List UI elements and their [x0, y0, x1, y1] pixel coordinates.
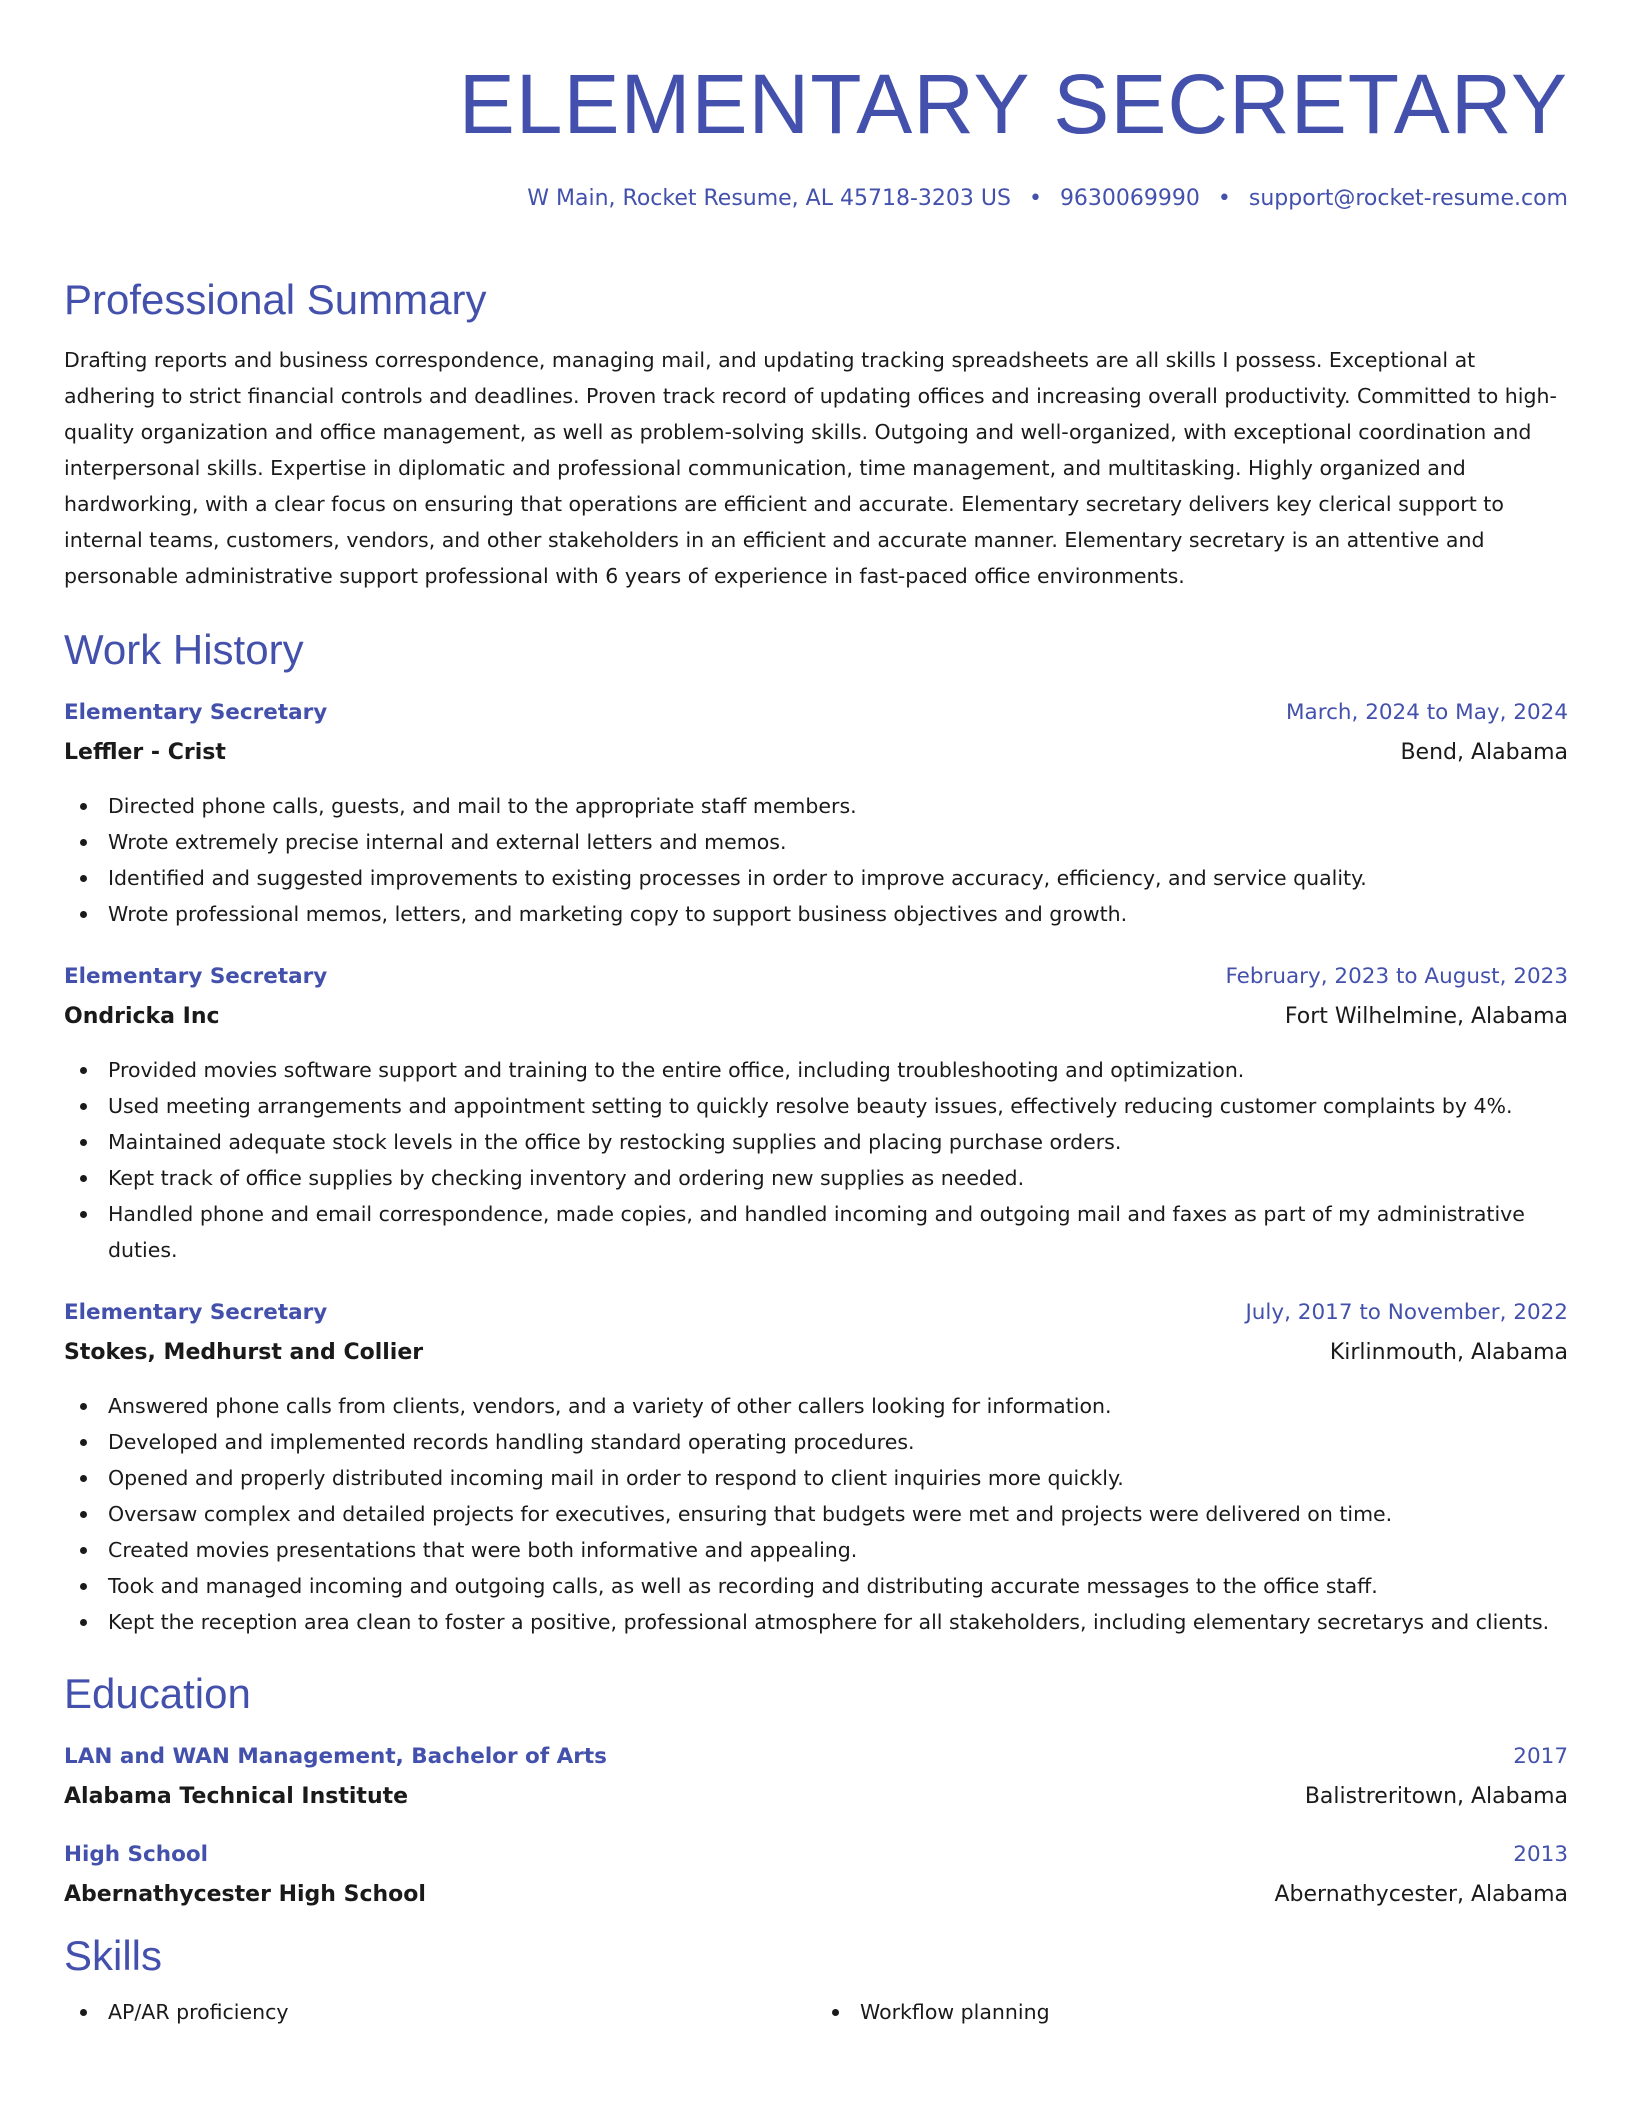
- bullet-item: Used meeting arrangements and appointment setting to quickly resolve beauty issues, effectively reducing customer complaints by 4%.: [108, 1088, 1568, 1124]
- skills-column-left: [64, 1994, 816, 2030]
- summary-text: Drafting reports and business correspondence, managing mail, and updating tracking spreadsheets are all skills I possess. Exceptional at adhering to strict financial controls and deadlines. Proven track record of updating offices and increasing overall productivity. Committed to high-quality organization and office management, as well as problem-solving skills. Outgoing and well-organized, with exceptional coordination and interpersonal skills. Expertise in diplomatic and professional communication, time management, and multitasking. Highly organized and hardworking, with a clear focus on ensuring that operations are efficient and accurate. Elementary secretary delivers key clerical support to internal teams, customers, vendors, and other stakeholders in an efficient and accurate manner. Elementary secretary is an attentive and personable administrative support professional with 6 years of experience in fast-paced office environments.: [64, 348, 1557, 588]
- bullet-item: Wrote professional memos, letters, and marketing copy to support business objectives and growth.: [108, 896, 1568, 932]
- education-degree: High School: [64, 1842, 208, 1867]
- bullet-item: Developed and implemented records handling standard operating procedures.: [108, 1424, 1568, 1460]
- job-entry: [64, 1298, 1568, 1640]
- contact-phone: 9630069990: [1059, 186, 1200, 211]
- education-year: 2017: [1513, 1744, 1568, 1769]
- work-history-heading: Work History: [64, 626, 304, 673]
- bullet-item: Oversaw complex and detailed projects for executives, ensuring that budgets were met and projects were delivered on time.: [108, 1496, 1568, 1532]
- bullet-item: Wrote extremely precise internal and external letters and memos.: [108, 824, 1568, 860]
- job-company: Leffler - Crist: [64, 740, 226, 765]
- summary-heading: Professional Summary: [64, 276, 487, 323]
- bullet-item: Created movies presentations that were both informative and appealing.: [108, 1532, 1568, 1568]
- education-degree: LAN and WAN Management, Bachelor of Arts: [64, 1744, 607, 1769]
- contact-email[interactable]: support@rocket-resume.com: [1248, 186, 1568, 211]
- bullet-item: Provided movies software support and training to the entire office, including troubleshooting and optimization.: [108, 1052, 1568, 1088]
- bullet-item: Directed phone calls, guests, and mail to the appropriate staff members.: [108, 788, 1568, 824]
- skills-column-right: [816, 1994, 1568, 2030]
- job-bullets: [64, 1052, 1568, 1268]
- job-entry: [64, 698, 1568, 932]
- contact-separator: •: [1217, 186, 1231, 211]
- education-entry: [64, 1840, 1568, 1910]
- job-dates: February, 2023 to August, 2023: [1225, 964, 1568, 989]
- resume-page: [64, 0, 1568, 2030]
- bullet-item: Maintained adequate stock levels in the office by restocking supplies and placing purchase orders.: [108, 1124, 1568, 1160]
- education-heading: Education: [64, 1670, 251, 1717]
- education-location: Balistreritown, Alabama: [1304, 1784, 1568, 1809]
- bullet-item: Identified and suggested improvements to existing processes in order to improve accuracy, efficiency, and service quality.: [108, 860, 1568, 896]
- education-year: 2013: [1513, 1842, 1568, 1867]
- job-role: Elementary Secretary: [64, 700, 328, 725]
- skill-item: AP/AR proficiency: [108, 1994, 816, 2030]
- bullet-item: Kept the reception area clean to foster a positive, professional atmosphere for all stakeholders, including elementary secretarys and clients.: [108, 1604, 1568, 1640]
- skills-heading: Skills: [64, 1932, 163, 1979]
- bullet-item: Took and managed incoming and outgoing calls, as well as recording and distributing accurate messages to the office staff.: [108, 1568, 1568, 1604]
- contact-address: W Main, Rocket Resume, AL 45718-3203 US: [527, 186, 1011, 211]
- bullet-item: Kept track of office supplies by checking inventory and ordering new supplies as needed.: [108, 1160, 1568, 1196]
- bullet-item: Opened and properly distributed incoming mail in order to respond to client inquiries more quickly.: [108, 1460, 1568, 1496]
- skills-list: [64, 1994, 1568, 2030]
- job-location: Fort Wilhelmine, Alabama: [1284, 1004, 1568, 1029]
- bullet-item: Answered phone calls from clients, vendors, and a variety of other callers looking for information.: [108, 1388, 1568, 1424]
- education-school: Alabama Technical Institute: [64, 1784, 409, 1809]
- job-location: Bend, Alabama: [1400, 740, 1568, 765]
- job-bullets: [64, 1388, 1568, 1640]
- job-dates: March, 2024 to May, 2024: [1285, 700, 1568, 725]
- education-school: Abernathycester High School: [64, 1882, 426, 1907]
- job-dates: July, 2017 to November, 2022: [1245, 1300, 1568, 1325]
- contact-line: [64, 184, 1568, 214]
- job-bullets: [64, 788, 1568, 932]
- bullet-item: Handled phone and email correspondence, made copies, and handled incoming and outgoing mail and faxes as part of my administrative duties.: [108, 1196, 1568, 1268]
- job-company: Ondricka Inc: [64, 1004, 220, 1029]
- job-entry: [64, 962, 1568, 1268]
- contact-separator: •: [1028, 186, 1042, 211]
- education-entry: [64, 1742, 1568, 1812]
- job-role: Elementary Secretary: [64, 1300, 328, 1325]
- education-location: Abernathycester, Alabama: [1274, 1882, 1568, 1907]
- job-company: Stokes, Medhurst and Collier: [64, 1340, 424, 1365]
- resume-title: ELEMENTARY SECRETARY: [458, 57, 1568, 151]
- skill-item: Workflow planning: [860, 1994, 1568, 2030]
- job-role: Elementary Secretary: [64, 964, 328, 989]
- job-location: Kirlinmouth, Alabama: [1329, 1340, 1568, 1365]
